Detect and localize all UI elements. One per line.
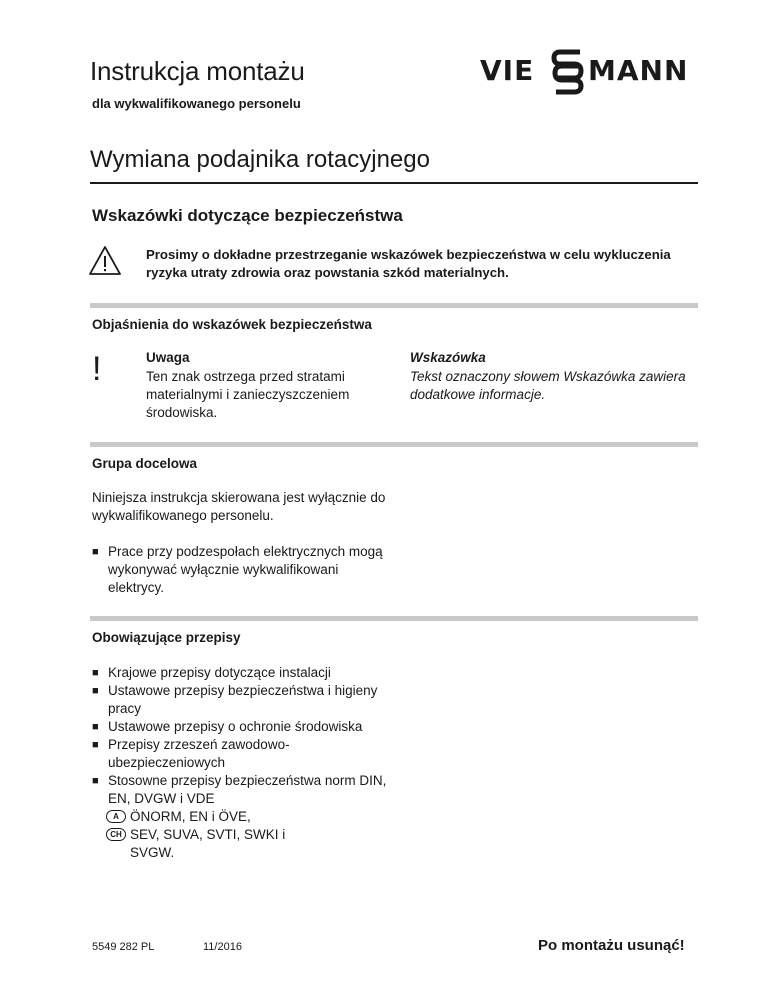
- target-group-list: [92, 543, 392, 597]
- footer-remove-note: Po montażu usunąć!: [538, 937, 685, 954]
- list-item-text: Ustawowe przepisy o ochronie środowiska: [108, 719, 363, 734]
- country-tail-text: SVGW.: [130, 845, 175, 860]
- main-heading: Wymiana podajnika rotacyjnego: [90, 146, 430, 173]
- list-item-text: Stosowne przepisy bezpieczeństwa norm DIN, EN, DVGW i VDE: [108, 773, 387, 806]
- logo-text-left: VIE: [480, 54, 535, 87]
- list-item: [92, 772, 392, 862]
- footer-document-code: 5549 282 PL: [92, 941, 155, 953]
- country-line-austria: [108, 808, 392, 826]
- list-item: [92, 718, 392, 736]
- country-text: ÖNORM, EN i ÖVE,: [130, 809, 251, 824]
- hint-text: Tekst oznaczony słowem Wskazówka zawiera dodatkowe informacje.: [410, 369, 686, 402]
- target-group-heading: Grupa docelowa: [92, 456, 198, 471]
- country-badge-ch: CH: [106, 828, 126, 841]
- logo-text-right: MANN: [588, 54, 689, 87]
- bullet-icon: ■: [92, 685, 99, 697]
- list-item: [92, 664, 392, 682]
- list-item-text: Prace przy podzespołach elektrycznych mogą wykonywać wyłącznie wykwalifikowani elektrycy.: [108, 544, 383, 595]
- target-group-text: Niniejsza instrukcja skierowana jest wyłącznie do wykwalifikowanego personelu.: [92, 490, 386, 523]
- country-line-switzerland: [108, 826, 392, 844]
- heading-divider: [90, 182, 698, 184]
- country-badge-a: A: [106, 810, 126, 823]
- country-text: SEV, SUVA, SVTI, SWKI i: [130, 827, 286, 842]
- regulations-heading: Obowiązujące przepisy: [92, 630, 241, 645]
- section-divider-1: [90, 303, 698, 308]
- notice-text: Ten znak ostrzega przed stratami materialnymi i zanieczyszczeniem środowiska.: [146, 369, 350, 420]
- bullet-icon: ■: [92, 667, 99, 679]
- viessmann-logo: [480, 46, 700, 96]
- document-subtitle: dla wykwalifikowanego personelu: [92, 96, 301, 111]
- regulations-list: [92, 664, 392, 862]
- list-item-text: Ustawowe przepisy bezpieczeństwa i higieny pracy: [108, 683, 378, 716]
- country-line-tail: [108, 844, 392, 862]
- document-title: Instrukcja montażu: [90, 56, 305, 86]
- bullet-icon: ■: [92, 721, 99, 733]
- notice-title: Uwaga: [146, 350, 190, 365]
- list-item: [92, 682, 392, 718]
- footer-date: 11/2016: [203, 941, 242, 953]
- bullet-icon: ■: [92, 775, 99, 787]
- list-item-text: Krajowe przepisy dotyczące instalacji: [108, 665, 331, 680]
- bullet-icon: ■: [92, 739, 99, 751]
- bullet-icon: ■: [92, 546, 99, 558]
- section-divider-2: [90, 442, 698, 447]
- list-item-text: Przepisy zrzeszeń zawodowo-ubezpieczeniowych: [108, 737, 290, 770]
- list-item: [92, 736, 392, 772]
- safety-warning-text: Prosimy o dokładne przestrzeganie wskazówek bezpieczeństwa w celu wykluczenia ryzyka utraty zdrowia oraz powstania szkód materialnych.: [146, 247, 671, 280]
- hint-title: Wskazówka: [410, 350, 486, 365]
- explanations-heading: Objaśnienia do wskazówek bezpieczeństwa: [92, 317, 372, 332]
- exclamation-icon: !: [92, 350, 102, 388]
- safety-heading: Wskazówki dotyczące bezpieczeństwa: [92, 206, 403, 225]
- warning-triangle-icon: [88, 245, 122, 277]
- section-divider-3: [90, 616, 698, 621]
- logo-double-s-icon: [550, 46, 586, 96]
- list-item: [92, 543, 392, 597]
